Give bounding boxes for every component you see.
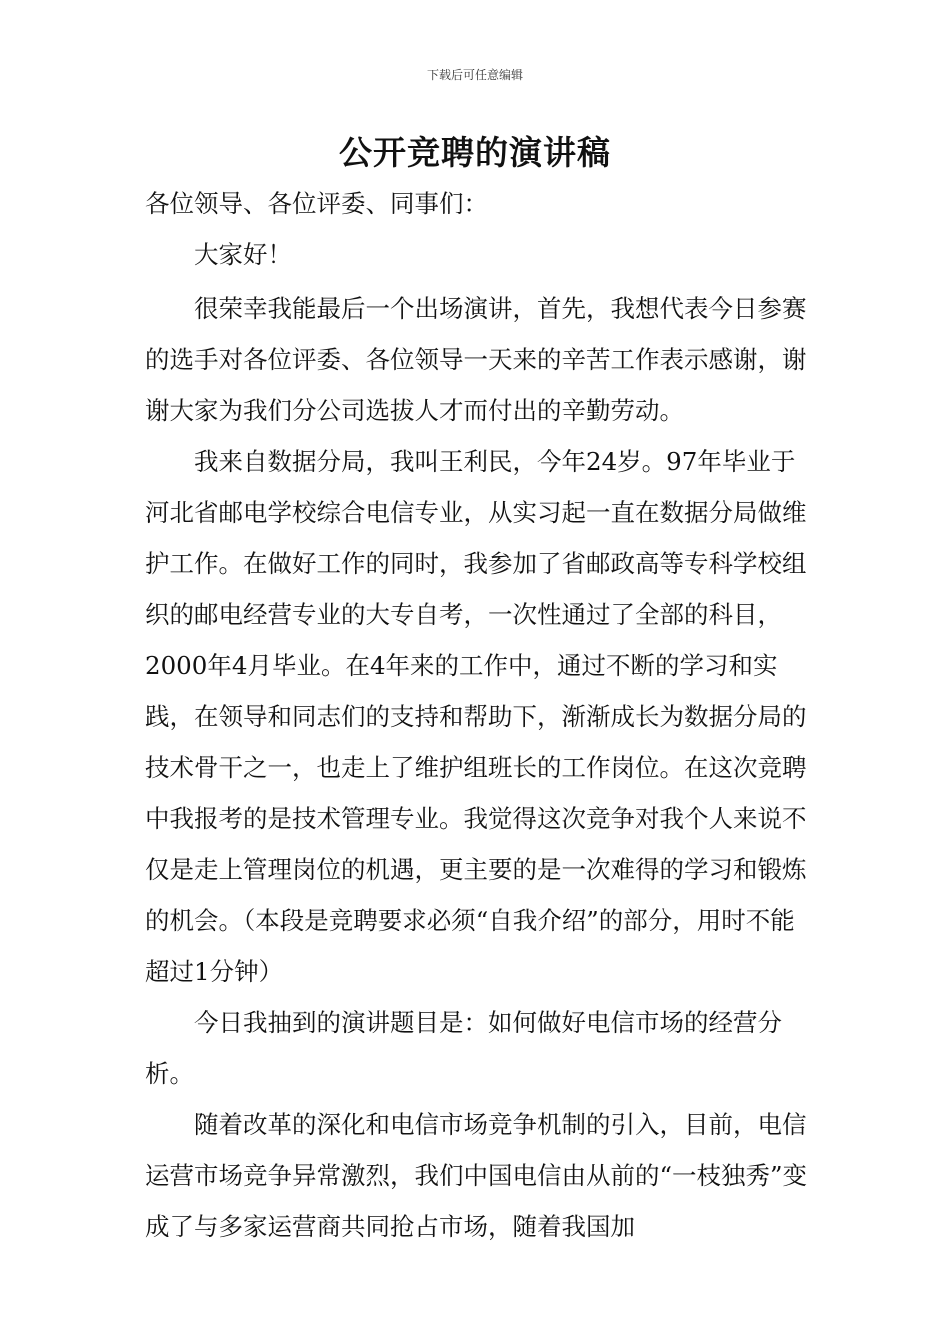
paragraph-topic: 今日我抽到的演讲题目是：如何做好电信市场的经营分析。	[145, 1008, 782, 1088]
paragraph-thanks: 很荣幸我能最后一个出场演讲，首先，我想代表今日参赛的选手对各位评委、各位领导一天来的辛苦工作表示感谢，谢谢大家为我们分公司选拔人才而付出的辛勤劳动。	[145, 294, 807, 425]
salutation: 各位领导、各位评委、同事们：	[145, 189, 488, 218]
document-title: 公开竞聘的演讲稿	[339, 133, 611, 172]
header-note: 下载后可任意编辑	[426, 68, 523, 82]
paragraph-greeting: 大家好！	[194, 240, 292, 269]
document-body	[145, 178, 809, 1252]
paragraph-self-introduction: 我来自数据分局，我叫王利民，今年24岁。97年毕业于河北省邮电学校综合电信专业，从实习起一直在数据分局做维护工作。在做好工作的同时，我参加了省邮政高等专科学校组织的邮电经营专业的大专自考，一次性通过了全部的科目，2000年4月毕业。在4年来的工作中，通过不断的学习和实践，在领导和同志们的支持和帮助下，渐渐成长为数据分局的技术骨干之一，也走上了维护组班长的工作岗位。在这次竞聘中我报考的是技术管理专业。我觉得这次竞争对我个人来说不仅是走上管理岗位的机遇，更主要的是一次难得的学习和锻炼的机会。（本段是竞聘要求必须“自我介绍”的部分，用时不能超过1分钟）	[145, 447, 807, 986]
paragraph-market: 随着改革的深化和电信市场竞争机制的引入，目前，电信运营市场竞争异常激烈，我们中国电信由从前的“一枝独秀”变成了与多家运营商共同抢占市场，随着我国加	[145, 1110, 808, 1241]
